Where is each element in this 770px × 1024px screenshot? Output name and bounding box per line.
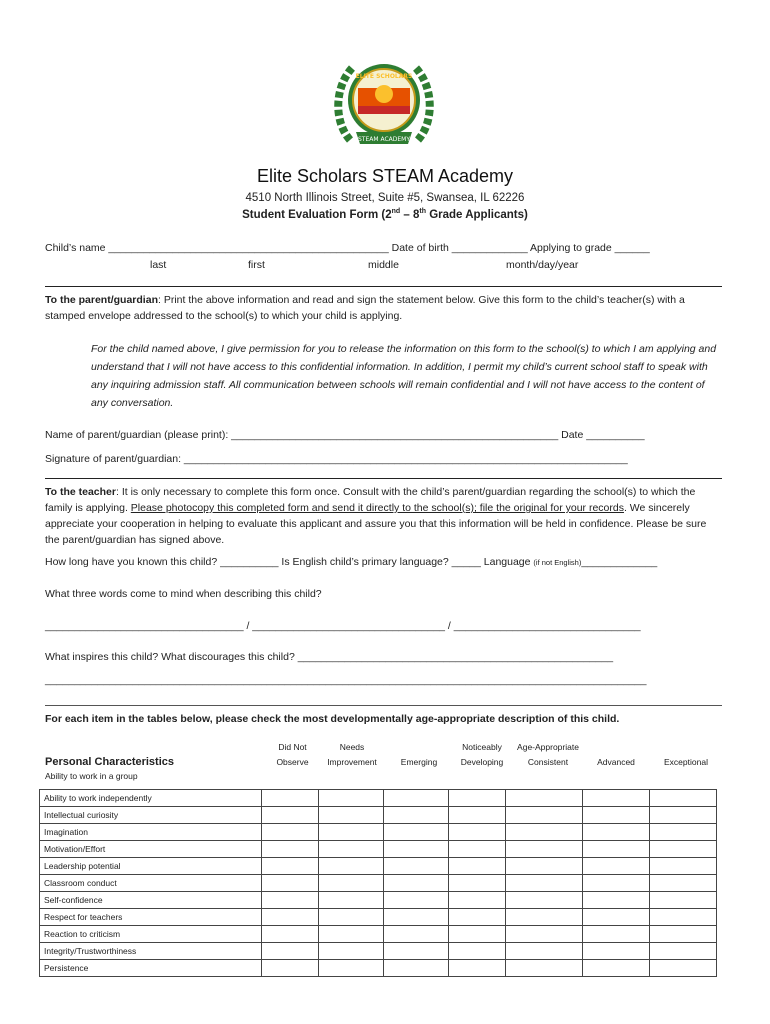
table-row	[40, 909, 717, 926]
row-label: Motivation/Effort	[40, 841, 262, 858]
row-label: Intellectual curiosity	[40, 807, 262, 824]
rating-cell[interactable]	[650, 909, 717, 926]
rating-cell[interactable]	[384, 807, 449, 824]
rating-cell[interactable]	[449, 807, 506, 824]
col-header-emerging: Emerging	[400, 757, 438, 767]
rating-cell[interactable]	[262, 960, 319, 977]
known-child-line[interactable]: How long have you known this child? __________ Is English child’s primary language? _____ Language (if not English)_____________	[45, 556, 658, 568]
rating-cell[interactable]	[506, 824, 583, 841]
row-label: Integrity/Trustworthiness	[40, 943, 262, 960]
col-header-noticeably-developing: Noticeably Developing	[460, 742, 504, 767]
rating-cell[interactable]	[506, 807, 583, 824]
rating-cell[interactable]	[506, 841, 583, 858]
rating-cell[interactable]	[449, 926, 506, 943]
rating-cell[interactable]	[583, 875, 650, 892]
divider	[45, 705, 722, 706]
rating-cell[interactable]	[506, 790, 583, 807]
rating-cell[interactable]	[449, 960, 506, 977]
rating-cell[interactable]	[650, 926, 717, 943]
rating-cell[interactable]	[262, 943, 319, 960]
rating-cell[interactable]	[384, 875, 449, 892]
row-label: Reaction to criticism	[40, 926, 262, 943]
rating-cell[interactable]	[262, 875, 319, 892]
teacher-instructions: To the teacher: It is only necessary to complete this form once. Consult with the child’s parent/guardian regarding the school(s) to which the family is applying. Please photocopy this completed form and send it directly to the school(s); file the original for your records. We sincerely appreciate your cooperation in helping to evaluate this applicant and assure you that this information will be held in confidence. Please be sure the parent/guardian has signed above.	[45, 486, 707, 546]
school-address: 4510 North Illinois Street, Suite #5, Swansea, IL 62226	[245, 192, 525, 204]
rating-cell[interactable]	[384, 892, 449, 909]
table-row	[40, 926, 717, 943]
rating-cell[interactable]	[449, 790, 506, 807]
table-row	[40, 858, 717, 875]
rating-cell[interactable]	[449, 824, 506, 841]
rating-cell[interactable]	[384, 926, 449, 943]
row-label: Persistence	[40, 960, 262, 977]
rating-cell[interactable]	[449, 875, 506, 892]
evaluation-table	[39, 789, 717, 977]
logo-top-text: ELITE SCHOLARS	[355, 73, 413, 80]
rating-cell[interactable]	[449, 858, 506, 875]
three-words-line[interactable]: __________________________________ / _________________________________ / ________________________________	[45, 620, 641, 632]
table-row	[40, 892, 717, 909]
rating-cell[interactable]	[262, 841, 319, 858]
rating-cell[interactable]	[319, 943, 384, 960]
school-logo	[328, 48, 440, 160]
rating-cell[interactable]	[506, 926, 583, 943]
table-row	[40, 790, 717, 807]
row-label: Ability to work independently	[40, 790, 262, 807]
rating-cell[interactable]	[449, 841, 506, 858]
label-middle: middle	[368, 259, 399, 271]
rating-cell[interactable]	[384, 858, 449, 875]
inspires-blank-line[interactable]: _______________________________________________________________________________________________________	[45, 674, 647, 686]
rating-cell[interactable]	[262, 892, 319, 909]
row-label: Imagination	[40, 824, 262, 841]
label-last: last	[150, 259, 167, 271]
rating-cell[interactable]	[506, 909, 583, 926]
rating-cell[interactable]	[583, 790, 650, 807]
rating-cell[interactable]	[583, 943, 650, 960]
rating-cell[interactable]	[262, 909, 319, 926]
rating-cell[interactable]	[650, 841, 717, 858]
rating-cell[interactable]	[384, 960, 449, 977]
parent-instructions: To the parent/guardian: Print the above information and read and sign the statement below. Give this form to the child’s teacher(s) with a stamped envelope addressed to the school(s) to which your child is applying.	[45, 294, 685, 322]
col-header-advanced: Advanced	[597, 757, 635, 767]
rating-cell[interactable]	[506, 943, 583, 960]
table-row	[40, 960, 717, 977]
table-row	[40, 841, 717, 858]
rating-cell[interactable]	[583, 858, 650, 875]
parent-name-line[interactable]: Name of parent/guardian (please print): ________________________________________________________ Date __________	[45, 429, 645, 441]
rating-cell[interactable]	[650, 807, 717, 824]
col-header-needs-improvement: Needs Improvement	[327, 742, 377, 767]
logo-bottom-text: STEAM ACADEMY	[358, 136, 410, 143]
row-label-first: Ability to work in a group	[45, 771, 138, 781]
rating-cell[interactable]	[384, 790, 449, 807]
rating-cell[interactable]	[384, 824, 449, 841]
divider	[45, 286, 722, 287]
rating-cell[interactable]	[262, 807, 319, 824]
form-title: Student Evaluation Form (2nd – 8th Grade Applicants)	[242, 208, 528, 221]
table-row	[40, 943, 717, 960]
rating-cell[interactable]	[583, 960, 650, 977]
rating-cell[interactable]	[262, 858, 319, 875]
rating-cell[interactable]	[262, 926, 319, 943]
rating-cell[interactable]	[319, 858, 384, 875]
rating-cell[interactable]	[650, 790, 717, 807]
rating-cell[interactable]	[384, 943, 449, 960]
rating-cell[interactable]	[583, 824, 650, 841]
row-label: Respect for teachers	[40, 909, 262, 926]
rating-cell[interactable]	[262, 790, 319, 807]
rating-cell[interactable]	[506, 960, 583, 977]
rating-cell[interactable]	[583, 892, 650, 909]
rating-cell[interactable]	[319, 790, 384, 807]
rating-cell[interactable]	[319, 892, 384, 909]
row-label: Classroom conduct	[40, 875, 262, 892]
rating-cell[interactable]	[650, 875, 717, 892]
section-title: Personal Characteristics	[45, 756, 175, 768]
label-first: first	[248, 259, 265, 271]
rating-cell[interactable]	[506, 892, 583, 909]
table-row	[40, 875, 717, 892]
rating-cell[interactable]	[583, 841, 650, 858]
rating-cell[interactable]	[650, 943, 717, 960]
rating-cell[interactable]	[650, 960, 717, 977]
child-info-line[interactable]: Child’s name ________________________________________________ Date of birth _____________ Applying to grade ______	[45, 242, 650, 254]
rating-cell[interactable]	[384, 909, 449, 926]
rating-cell[interactable]	[319, 875, 384, 892]
rating-cell[interactable]	[319, 909, 384, 926]
rating-cell[interactable]	[319, 807, 384, 824]
rating-cell[interactable]	[449, 909, 506, 926]
col-header-did-not-observe: Did Not Observe	[276, 742, 309, 767]
divider	[45, 478, 722, 479]
rating-cell[interactable]	[319, 841, 384, 858]
rating-cell[interactable]	[650, 892, 717, 909]
rating-cell[interactable]	[583, 926, 650, 943]
rating-cell[interactable]	[449, 943, 506, 960]
rating-cell[interactable]	[506, 858, 583, 875]
col-header-age-appropriate: Age-Appropriate Consistent	[517, 742, 579, 767]
rating-cell[interactable]	[650, 858, 717, 875]
table-row	[40, 807, 717, 824]
inspires-line[interactable]: What inspires this child? What discourages this child? ______________________________________________________	[45, 651, 614, 663]
rating-cell[interactable]	[583, 807, 650, 824]
rating-cell[interactable]	[506, 875, 583, 892]
rating-cell[interactable]	[384, 841, 449, 858]
rating-cell[interactable]	[319, 960, 384, 977]
col-header-exceptional: Exceptional	[664, 757, 708, 767]
rating-cell[interactable]	[319, 926, 384, 943]
row-label: Self-confidence	[40, 892, 262, 909]
row-label: Leadership potential	[40, 858, 262, 875]
rating-cell[interactable]	[319, 824, 384, 841]
table-row	[40, 824, 717, 841]
three-words-question: What three words come to mind when describing this child?	[45, 588, 322, 600]
rating-cell[interactable]	[650, 824, 717, 841]
permission-statement: For the child named above, I give permission for you to release the information on this form to the school(s) to which I am applying and understand that I will not have access to this confidential information. In addition, I permit my child’s current school staff to speak with any inquiring admission staff. All communication between schools will remain confidential and I will not have access to the content of any conversation.	[91, 343, 717, 409]
rating-cell[interactable]	[262, 824, 319, 841]
parent-signature-line[interactable]: Signature of parent/guardian: ____________________________________________________________________________	[45, 453, 628, 465]
rating-cell[interactable]	[583, 909, 650, 926]
label-date-format: month/day/year	[506, 259, 579, 271]
school-name: Elite Scholars STEAM Academy	[256, 166, 514, 186]
table-instruction: For each item in the tables below, please check the most developmentally age-appropriate description of this child.	[45, 713, 620, 725]
rating-cell[interactable]	[449, 892, 506, 909]
